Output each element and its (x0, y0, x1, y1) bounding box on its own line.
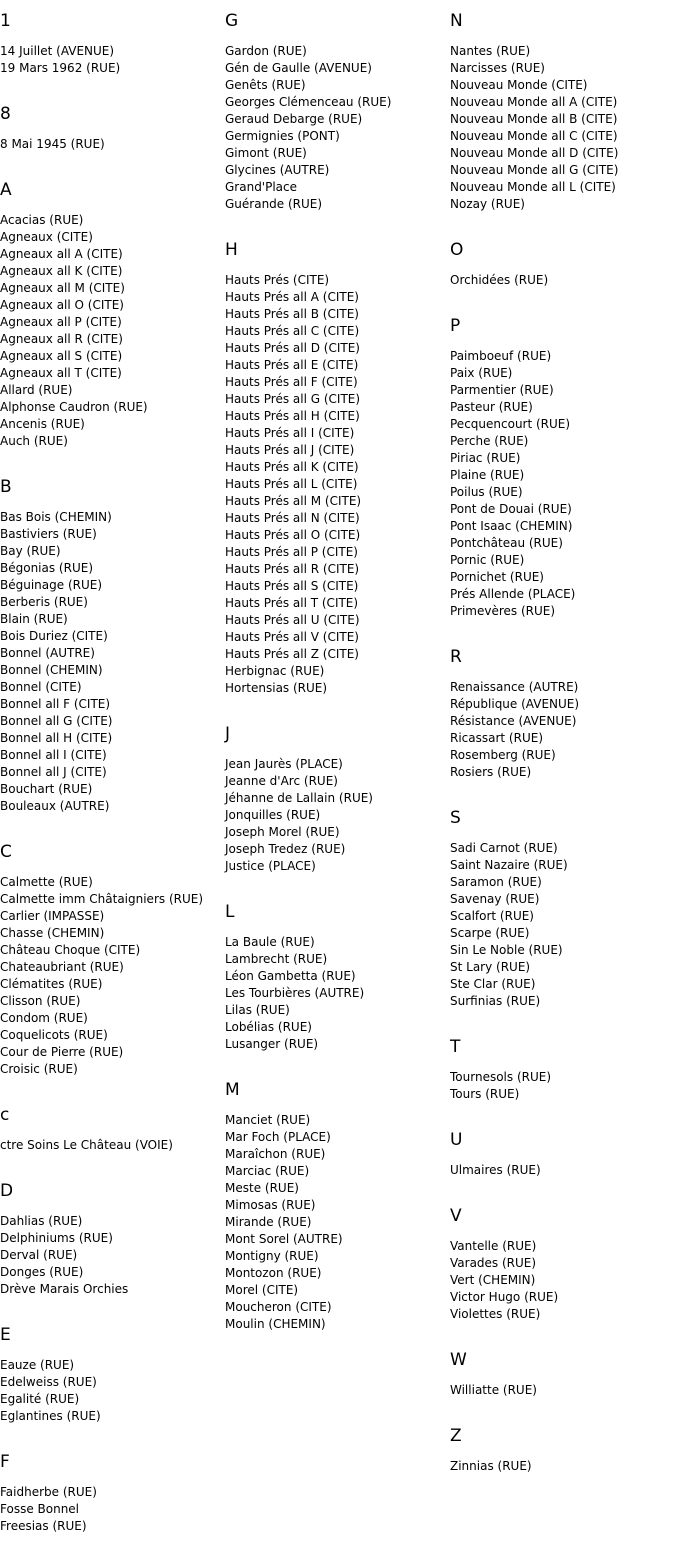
street-link[interactable]: Carlier (IMPASSE) (0, 909, 105, 923)
street-link[interactable]: Clisson (RUE) (0, 994, 81, 1008)
street-link[interactable]: Hauts Prés all P (CITE) (225, 545, 358, 559)
street-link[interactable]: Primevères (RUE) (450, 604, 556, 618)
street-link[interactable]: Bas Bois (CHEMIN) (0, 510, 112, 524)
street-link[interactable]: Agneaux all A (CITE) (0, 247, 123, 261)
letter-section (450, 1423, 675, 1475)
street-link[interactable]: Calmette (RUE) (0, 875, 93, 889)
street-link[interactable]: Poilus (RUE) (450, 485, 523, 499)
street-link[interactable]: Nouveau Monde all A (CITE) (450, 95, 618, 109)
street-list (450, 1162, 675, 1179)
street-link[interactable]: Bonnel all I (CITE) (0, 748, 107, 762)
street-link[interactable]: Joseph Morel (RUE) (225, 825, 340, 839)
street-link[interactable]: Delphiniums (RUE) (0, 1231, 113, 1245)
street-link[interactable]: Chateaubriant (RUE) (0, 960, 124, 974)
street-link[interactable]: Hauts Prés all H (CITE) (225, 409, 360, 423)
street-list (0, 136, 215, 153)
street-link[interactable]: Jonquilles (RUE) (225, 808, 321, 822)
street-list (225, 43, 440, 213)
street-link[interactable]: Bonnel (CITE) (0, 680, 82, 694)
street-list (0, 1484, 215, 1535)
street-link[interactable]: Egalité (RUE) (0, 1392, 80, 1406)
letter-section (450, 237, 675, 289)
letter-heading: C (0, 842, 12, 862)
letter-section (450, 313, 675, 620)
street-link[interactable]: Grand'Place (225, 180, 298, 194)
street-link[interactable]: Mirande (RUE) (225, 1215, 312, 1229)
letter-heading: 8 (0, 104, 11, 124)
street-list (0, 874, 215, 1078)
street-link[interactable]: Plaine (RUE) (450, 468, 525, 482)
street-link[interactable]: Eglantines (RUE) (0, 1409, 101, 1423)
street-index-column-2 (225, 8, 440, 1357)
street-link[interactable]: Agneaux (CITE) (0, 230, 93, 244)
street-link[interactable]: Nouveau Monde all G (CITE) (450, 163, 619, 177)
street-link[interactable]: Meste (RUE) (225, 1181, 299, 1195)
street-link[interactable]: Hauts Prés all K (CITE) (225, 460, 359, 474)
letter-heading: 1 (0, 11, 11, 31)
street-link[interactable]: Zinnias (RUE) (450, 1459, 532, 1473)
street-link[interactable]: Bay (RUE) (0, 544, 61, 558)
street-link[interactable]: Freesias (RUE) (0, 1519, 87, 1533)
street-link[interactable]: Nantes (RUE) (450, 44, 531, 58)
street-link[interactable]: Justice (PLACE) (225, 859, 316, 873)
street-link[interactable]: Lobélias (RUE) (225, 1020, 312, 1034)
letter-section (450, 644, 675, 781)
street-link[interactable]: Résistance (AVENUE) (450, 714, 577, 728)
letter-heading: Z (450, 1426, 462, 1446)
letter-section (0, 474, 215, 815)
street-link[interactable]: Hauts Prés all R (CITE) (225, 562, 360, 576)
street-link[interactable]: Bégonias (RUE) (0, 561, 93, 575)
street-link[interactable]: Donges (RUE) (0, 1265, 84, 1279)
street-list (225, 934, 440, 1053)
letter-heading: c (0, 1105, 10, 1125)
street-link[interactable]: Georges Clémenceau (RUE) (225, 95, 392, 109)
street-link[interactable]: Savenay (RUE) (450, 892, 540, 906)
street-link[interactable]: Lusanger (RUE) (225, 1037, 319, 1051)
street-link[interactable]: Pecquencourt (RUE) (450, 417, 571, 431)
street-link[interactable]: Bouchart (RUE) (0, 782, 93, 796)
street-list (450, 348, 675, 620)
street-link[interactable]: Agneaux all M (CITE) (0, 281, 125, 295)
street-link[interactable]: ctre Soins Le Château (VOIE) (0, 1138, 173, 1152)
letter-heading: G (225, 11, 239, 31)
street-link[interactable]: Hauts Prés all G (CITE) (225, 392, 361, 406)
street-link[interactable]: Morel (CITE) (225, 1283, 299, 1297)
street-link[interactable]: Jéhanne de Lallain (RUE) (225, 791, 373, 805)
letter-heading: W (450, 1350, 467, 1370)
street-link[interactable]: Pasteur (RUE) (450, 400, 533, 414)
letter-section (0, 839, 215, 1078)
street-link[interactable]: Hortensias (RUE) (225, 681, 328, 695)
street-list (450, 1238, 675, 1323)
street-link[interactable]: Surfinias (RUE) (450, 994, 541, 1008)
street-link[interactable]: Jeanne d'Arc (RUE) (225, 774, 338, 788)
street-link[interactable]: Guérande (RUE) (225, 197, 323, 211)
street-link[interactable]: Faidherbe (RUE) (0, 1485, 97, 1499)
street-link[interactable]: Hauts Prés all I (CITE) (225, 426, 355, 440)
street-link[interactable]: Bastiviers (RUE) (0, 527, 97, 541)
street-link[interactable]: Croisic (RUE) (0, 1062, 78, 1076)
street-list (0, 43, 215, 77)
street-link[interactable]: Moulin (CHEMIN) (225, 1317, 326, 1331)
street-link[interactable]: Lilas (RUE) (225, 1003, 290, 1017)
letter-heading: N (450, 11, 463, 31)
street-link[interactable]: Hauts Prés all O (CITE) (225, 528, 361, 542)
street-list (450, 272, 675, 289)
street-link[interactable]: Bonnel all G (CITE) (0, 714, 113, 728)
street-link[interactable]: Paimboeuf (RUE) (450, 349, 552, 363)
street-link[interactable]: Condom (RUE) (0, 1011, 88, 1025)
street-link[interactable]: Prés Allende (PLACE) (450, 587, 576, 601)
street-list (450, 1382, 675, 1399)
street-link[interactable]: Genêts (RUE) (225, 78, 306, 92)
street-link[interactable]: Nouveau Monde all B (CITE) (450, 112, 618, 126)
letter-heading: J (225, 724, 231, 744)
letter-section (450, 1127, 675, 1179)
street-link[interactable]: Jean Jaurès (PLACE) (225, 757, 343, 771)
street-list (0, 509, 215, 815)
street-link[interactable]: Herbignac (RUE) (225, 664, 325, 678)
street-link[interactable]: Hauts Prés all D (CITE) (225, 341, 360, 355)
street-link[interactable]: Dahlias (RUE) (0, 1214, 83, 1228)
street-link[interactable]: Joseph Tredez (RUE) (225, 842, 346, 856)
street-link[interactable]: Germignies (PONT) (225, 129, 340, 143)
street-link[interactable]: Violettes (RUE) (450, 1307, 541, 1321)
street-link[interactable]: Lambrecht (RUE) (225, 952, 328, 966)
street-link[interactable]: Nouveau Monde all D (CITE) (450, 146, 619, 160)
street-link[interactable]: Ste Clar (RUE) (450, 977, 536, 991)
letter-heading: D (0, 1181, 14, 1201)
letter-heading: T (450, 1037, 461, 1057)
street-link[interactable]: Hauts Prés all U (CITE) (225, 613, 360, 627)
street-link[interactable]: Rosiers (RUE) (450, 765, 532, 779)
street-link[interactable]: Moucheron (CITE) (225, 1300, 332, 1314)
street-link[interactable]: Allard (RUE) (0, 383, 73, 397)
letter-section (450, 1347, 675, 1399)
letter-heading: E (0, 1325, 11, 1345)
street-link[interactable]: Hauts Prés all S (CITE) (225, 579, 359, 593)
street-link[interactable]: Vantelle (RUE) (450, 1239, 537, 1253)
street-link[interactable]: Manciet (RUE) (225, 1113, 311, 1127)
street-link[interactable]: Eauze (RUE) (0, 1358, 75, 1372)
street-link[interactable]: Nouveau Monde all L (CITE) (450, 180, 616, 194)
street-list (450, 840, 675, 1010)
street-link[interactable]: Nozay (RUE) (450, 197, 525, 211)
street-link[interactable]: Cour de Pierre (RUE) (0, 1045, 124, 1059)
street-link[interactable]: Léon Gambetta (RUE) (225, 969, 356, 983)
street-link[interactable]: Agneaux all S (CITE) (0, 349, 123, 363)
letter-section (450, 805, 675, 1010)
street-link[interactable]: Montozon (RUE) (225, 1266, 322, 1280)
street-link[interactable]: Béguinage (RUE) (0, 578, 103, 592)
street-list (450, 679, 675, 781)
street-list (225, 1112, 440, 1333)
street-link[interactable]: Bonnel (AUTRE) (0, 646, 95, 660)
street-link[interactable]: Gardon (RUE) (225, 44, 307, 58)
street-link[interactable]: Mimosas (RUE) (225, 1198, 316, 1212)
street-link[interactable]: Gimont (RUE) (225, 146, 307, 160)
letter-heading: R (450, 647, 462, 667)
street-link[interactable]: Alphonse Caudron (RUE) (0, 400, 148, 414)
street-link[interactable]: Bouleaux (AUTRE) (0, 799, 110, 813)
street-link[interactable]: Hauts Prés all J (CITE) (225, 443, 355, 457)
street-link[interactable]: Hauts Prés all N (CITE) (225, 511, 360, 525)
street-link[interactable]: Derval (RUE) (0, 1248, 78, 1262)
street-link[interactable]: Hauts Prés all L (CITE) (225, 477, 358, 491)
street-link[interactable]: Auch (RUE) (0, 434, 68, 448)
street-link[interactable]: Pornic (RUE) (450, 553, 525, 567)
street-list (0, 1213, 215, 1298)
street-link[interactable]: 14 Juillet (AVENUE) (0, 44, 115, 58)
street-link[interactable]: Vert (CHEMIN) (450, 1273, 536, 1287)
street-link[interactable]: Mont Sorel (AUTRE) (225, 1232, 343, 1246)
street-list (450, 43, 675, 213)
letter-section (450, 8, 675, 213)
street-link[interactable]: Gén de Gaulle (AVENUE) (225, 61, 372, 75)
street-link[interactable]: Berberis (RUE) (0, 595, 88, 609)
street-link[interactable]: Bois Duriez (CITE) (0, 629, 108, 643)
street-link[interactable]: Marciac (RUE) (225, 1164, 310, 1178)
street-link[interactable]: Scalfort (RUE) (450, 909, 534, 923)
street-list (0, 1357, 215, 1425)
street-link[interactable]: Fosse Bonnel (0, 1502, 80, 1516)
street-link[interactable]: 19 Mars 1962 (RUE) (0, 61, 121, 75)
street-list (0, 212, 215, 450)
street-link[interactable]: Scarpe (RUE) (450, 926, 530, 940)
street-link[interactable]: La Baule (RUE) (225, 935, 315, 949)
letter-heading: H (225, 240, 238, 260)
street-list (450, 1458, 675, 1475)
street-link[interactable]: Mar Foch (PLACE) (225, 1130, 331, 1144)
letter-heading: A (0, 180, 12, 200)
letter-heading: O (450, 240, 464, 260)
letter-section (450, 1034, 675, 1103)
street-link[interactable]: Bonnel all F (CITE) (0, 697, 111, 711)
letter-heading: B (0, 477, 12, 497)
street-link[interactable]: Perche (RUE) (450, 434, 529, 448)
street-link[interactable]: Hauts Prés (CITE) (225, 273, 330, 287)
letter-heading: P (450, 316, 461, 336)
letter-heading: U (450, 1130, 463, 1150)
street-link[interactable]: Geraud Debarge (RUE) (225, 112, 363, 126)
street-link[interactable]: Williatte (RUE) (450, 1383, 537, 1397)
street-link[interactable]: Bonnel all J (CITE) (0, 765, 107, 779)
street-link[interactable]: Varades (RUE) (450, 1256, 537, 1270)
letter-heading: L (225, 902, 235, 922)
street-link[interactable]: Parmentier (RUE) (450, 383, 554, 397)
street-link[interactable]: 8 Mai 1945 (RUE) (0, 137, 105, 151)
street-link[interactable]: Hauts Prés all T (CITE) (225, 596, 359, 610)
letter-section (0, 1322, 215, 1425)
letter-section (0, 1102, 215, 1154)
street-link[interactable]: Nouveau Monde all C (CITE) (450, 129, 618, 143)
street-link[interactable]: République (AVENUE) (450, 697, 580, 711)
street-link[interactable]: Hauts Prés all V (CITE) (225, 630, 359, 644)
street-link[interactable]: Les Tourbières (AUTRE) (225, 986, 365, 1000)
street-link[interactable]: Montigny (RUE) (225, 1249, 319, 1263)
street-link[interactable]: Hauts Prés all E (CITE) (225, 358, 359, 372)
letter-heading: F (0, 1452, 10, 1472)
street-list (0, 1137, 215, 1154)
street-link[interactable]: Hauts Prés all Z (CITE) (225, 647, 359, 661)
letter-section (225, 721, 440, 875)
street-link[interactable]: Paix (RUE) (450, 366, 513, 380)
street-link[interactable]: Pontchâteau (RUE) (450, 536, 563, 550)
street-index-column-3 (450, 8, 675, 1499)
street-link[interactable]: Agneaux all T (CITE) (0, 366, 122, 380)
street-link[interactable]: Ancenis (RUE) (0, 417, 85, 431)
street-link[interactable]: Bonnel all H (CITE) (0, 731, 113, 745)
street-link[interactable]: Saint Nazaire (RUE) (450, 858, 568, 872)
street-link[interactable]: Nouveau Monde (CITE) (450, 78, 588, 92)
letter-heading: M (225, 1080, 240, 1100)
street-link[interactable]: Hauts Prés all C (CITE) (225, 324, 360, 338)
letter-section (225, 899, 440, 1053)
street-link[interactable]: Orchidées (RUE) (450, 273, 549, 287)
street-list (450, 1069, 675, 1103)
street-link[interactable]: Glycines (AUTRE) (225, 163, 330, 177)
street-link[interactable]: Hauts Prés all F (CITE) (225, 375, 358, 389)
street-link[interactable]: Tournesols (RUE) (450, 1070, 552, 1084)
letter-heading: S (450, 808, 461, 828)
street-link[interactable]: Bonnel (CHEMIN) (0, 663, 103, 677)
street-link[interactable]: Ulmaires (RUE) (450, 1163, 541, 1177)
street-link[interactable]: Blain (RUE) (0, 612, 68, 626)
street-link[interactable]: Clématites (RUE) (0, 977, 103, 991)
street-link[interactable]: Agneaux all R (CITE) (0, 332, 123, 346)
letter-section (225, 1077, 440, 1333)
street-link[interactable]: Tours (RUE) (450, 1087, 520, 1101)
street-link[interactable]: Renaissance (AUTRE) (450, 680, 579, 694)
street-link[interactable]: Acacias (RUE) (0, 213, 84, 227)
street-link[interactable]: Piriac (RUE) (450, 451, 521, 465)
street-link[interactable]: Hauts Prés all M (CITE) (225, 494, 362, 508)
street-link[interactable]: Ricassart (RUE) (450, 731, 543, 745)
street-list (225, 272, 440, 697)
letter-section (0, 1449, 215, 1535)
street-link[interactable]: Drève Marais Orchies (0, 1282, 129, 1296)
letter-heading: V (450, 1206, 462, 1226)
letter-section (0, 177, 215, 450)
street-link[interactable]: Pont Isaac (CHEMIN) (450, 519, 573, 533)
street-link[interactable]: St Lary (RUE) (450, 960, 531, 974)
street-link[interactable]: Victor Hugo (RUE) (450, 1290, 559, 1304)
letter-section (225, 237, 440, 697)
street-link[interactable]: Hauts Prés all B (CITE) (225, 307, 359, 321)
letter-section (450, 1203, 675, 1323)
street-list (225, 756, 440, 875)
street-link[interactable]: Chasse (CHEMIN) (0, 926, 105, 940)
street-link[interactable]: Sadi Carnot (RUE) (450, 841, 558, 855)
street-link[interactable]: Hauts Prés all A (CITE) (225, 290, 359, 304)
letter-section (0, 101, 215, 153)
letter-section (225, 8, 440, 213)
street-link[interactable]: Pont de Douai (RUE) (450, 502, 572, 516)
street-link[interactable]: Calmette imm Châtaigniers (RUE) (0, 892, 204, 906)
street-link[interactable]: Narcisses (RUE) (450, 61, 545, 75)
street-link[interactable]: Pornichet (RUE) (450, 570, 544, 584)
street-link[interactable]: Maraîchon (RUE) (225, 1147, 326, 1161)
street-link[interactable]: Saramon (RUE) (450, 875, 542, 889)
street-link[interactable]: Agneaux all O (CITE) (0, 298, 124, 312)
letter-section (0, 1178, 215, 1298)
street-link[interactable]: Edelweiss (RUE) (0, 1375, 97, 1389)
street-link[interactable]: Agneaux all P (CITE) (0, 315, 122, 329)
street-link[interactable]: Rosemberg (RUE) (450, 748, 556, 762)
street-index-column-1 (0, 8, 215, 1559)
street-link[interactable]: Sin Le Noble (RUE) (450, 943, 563, 957)
letter-section (0, 8, 215, 77)
street-link[interactable]: Château Choque (CITE) (0, 943, 141, 957)
street-link[interactable]: Coquelicots (RUE) (0, 1028, 108, 1042)
street-link[interactable]: Agneaux all K (CITE) (0, 264, 123, 278)
